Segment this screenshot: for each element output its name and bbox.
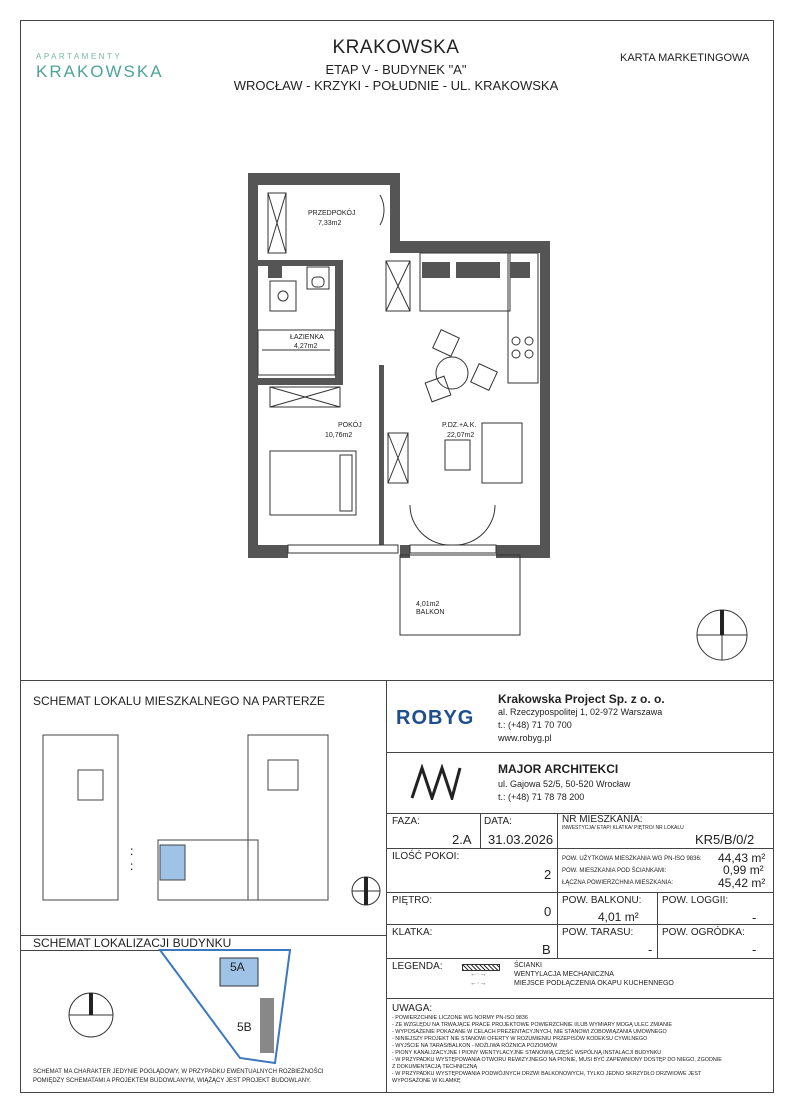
pokoje-value: 2 xyxy=(544,867,552,882)
balkon-label: POW. BALKONU: xyxy=(562,895,642,906)
architect-address: ul. Gajowa 52/5, 50-520 Wrocław xyxy=(498,779,631,789)
room-living-area: 22,07m2 xyxy=(447,432,475,439)
note-line: - NINIEJSZY PROJEKT NIE STANOWI OFERTY W ROZUMIENIU PRZEPISÓW KODEKSU CYWILNEGO xyxy=(392,1036,648,1042)
architect-phone: t.: (+48) 71 78 78 200 xyxy=(498,792,585,802)
ground-schema-title: SCHEMAT LOKALU MIESZKALNEGO NA PARTERZE xyxy=(33,694,325,708)
room-przedpokoj-area: 7,33m2 xyxy=(318,220,342,227)
major-architekci-logo xyxy=(408,764,464,800)
note-line: - W PRZYPADKU WYSTĘPOWANIA OTWORU REWIZYJNEGO NA PIONIE, MUSI BYĆ ZAPEWNIONY DOSTĘP DO NIEGO, ZGODNIE Z DOKUMENTACJĄ TECHNICZNĄ xyxy=(392,1057,722,1070)
logo-line2: KRAKOWSKA xyxy=(36,62,164,81)
data-value: 31.03.2026 xyxy=(488,832,554,847)
legend-item-hood: MIEJSCE PODŁĄCZENIA OKAPU KUCHENNEGO xyxy=(514,980,674,987)
developer-name: Krakowska Project Sp. z o. o. xyxy=(498,692,665,706)
legend-vent-icon: ←·→ xyxy=(470,971,487,978)
legend-hood-icon: ←·→ xyxy=(470,980,487,987)
notes-title: UWAGA: xyxy=(392,1003,433,1014)
room-lazienka-name: ŁAZIENKA xyxy=(290,334,324,341)
room-living-name: P.DZ.+A.K. xyxy=(442,422,477,429)
architect-name: MAJOR ARCHITEKCI xyxy=(498,762,619,776)
legend-item-vent: WENTYLACJA MECHANICZNA xyxy=(514,971,614,978)
building-5a-label: 5A xyxy=(230,960,245,974)
taras-label: POW. TARASU: xyxy=(562,927,634,938)
legend-wall-icon xyxy=(462,964,500,971)
developer-phone: t.: (+48) 71 70 700 xyxy=(498,720,572,730)
balcony-area: 4,01m2 xyxy=(416,601,440,608)
note-line: - ZE WZGLĘDU NA TRWAJĄCE PRACE PROJEKTOWE POWIERZCHNIE I/LUB WYMIARY MOGĄ ULEC ZMIANIE xyxy=(392,1022,672,1028)
ogrodek-label: POW. OGRÓDKA: xyxy=(662,927,745,938)
pietro-label: PIĘTRO: xyxy=(392,895,433,906)
robyg-logo: ROBYG xyxy=(396,707,475,729)
legend-label: LEGENDA: xyxy=(392,961,443,972)
pow-scianki-label: POW. MIESZKANIA POD ŚCIANKAMI: xyxy=(562,868,667,874)
room-pokoj-area: 10,76m2 xyxy=(325,432,353,439)
pow-scianki-value: 0,99 m² xyxy=(723,863,764,877)
svg-text::: : xyxy=(130,859,134,873)
north-compass-icon xyxy=(695,608,749,662)
pow-uzytkowa-value: 44,43 m² xyxy=(718,851,766,865)
pokoje-label: ILOŚĆ POKOI: xyxy=(392,851,460,862)
nr-label: NR MIESZKANIA: xyxy=(562,814,643,825)
logo-line1: APARTAMENTY xyxy=(36,52,123,61)
developer-address: al. Rzeczypospolitej 1, 02-972 Warszawa xyxy=(498,707,663,717)
notes-list xyxy=(392,1015,722,1085)
pietro-value: 0 xyxy=(544,904,552,919)
ogrodek-value: - xyxy=(752,942,757,957)
nr-value: KR5/B/0/2 xyxy=(695,832,755,847)
ground-schema-diagram xyxy=(38,730,338,910)
faza-label: FAZA: xyxy=(392,816,420,827)
building-location-diagram xyxy=(150,948,300,1070)
note-line: - POWIERZCHNIE LICZONE WG NORMY PN-ISO 9836 xyxy=(392,1015,528,1021)
legend-item-walls: ŚCIANKI xyxy=(514,962,543,969)
note-line: - W PRZYPADKU WYSTĘPOWANIA PODWÓJNYCH DRZWI BALKONOWYCH, TYLKO JEDNO SKRZYDŁO DRZWIOWE JEST WYPOSAŻONE W KLAMKĘ xyxy=(392,1071,702,1084)
note-line: - PIONY KANALIZACYJNE I PIONY WENTYLACYJNE STANOWIĄ CZĘŚĆ WSPÓLNĄ INSTALACJI BUDYNKU xyxy=(392,1050,662,1056)
svg-text::: : xyxy=(130,844,134,858)
klatka-label: KLATKA: xyxy=(392,927,433,938)
klatka-value: B xyxy=(542,942,551,957)
loggia-value: - xyxy=(752,910,757,925)
balcony-name: BALKON xyxy=(416,609,445,616)
floor-plan xyxy=(240,165,560,645)
room-lazienka-area: 4,27m2 xyxy=(294,343,318,350)
subtitle-location: WROCŁAW - KRZYKI - POŁUDNIE - UL. KRAKOWSKA xyxy=(233,78,559,93)
card-type: KARTA MARKETINGOWA xyxy=(620,52,750,64)
page-title: KRAKOWSKA xyxy=(332,37,460,58)
location-compass-icon xyxy=(66,990,116,1040)
pow-uzytkowa-label: POW. UŻYTKOWA MIESZKANIA WG PN-ISO 9836: xyxy=(562,856,702,862)
pow-laczna-label: ŁĄCZNA POWIERZCHNIA MIESZKANIA: xyxy=(562,880,674,886)
loggia-label: POW. LOGGII: xyxy=(662,895,729,906)
data-label: DATA: xyxy=(484,816,512,827)
note-line: - WYPOSAŻENIE POKAZANE W CELACH PREZENTACYJNYCH, NIE STANOWI ZOBOWIĄZANIA UMOWNEGO xyxy=(392,1029,667,1035)
nr-sub: INWESTYCJA/ ETAP/ KLATKA/ PIĘTRO/ NR LOKALU xyxy=(562,825,684,831)
building-location-title: SCHEMAT LOKALIZACJI BUDYNKU xyxy=(33,936,232,950)
faza-value: 2.A xyxy=(452,832,472,847)
subtitle-stage: ETAP V - BUDYNEK "A" xyxy=(325,62,467,77)
schema-compass-icon xyxy=(350,875,382,907)
building-5b-label: 5B xyxy=(237,1020,252,1034)
taras-value: - xyxy=(648,942,653,957)
note-line: - WYJŚCIE NA TARAS/BALKON - MOŻLIWA RÓŻNICA POZIOMÓW xyxy=(392,1043,558,1049)
room-pokoj-name: POKÓJ xyxy=(338,422,362,429)
disclaimer: SCHEMAT MA CHARAKTER JEDYNIE POGLĄDOWY, W PRZYPADKU EWENTUALNYCH ROZBIEŻNOŚCI POMIĘDZY SCHEMATAMI A PROJEKTEM BUDOWLANYM, WIĄŻĄCY JEST PROJEKT BUDOWLANY. xyxy=(33,1069,324,1084)
balkon-value: 4,01 m² xyxy=(598,910,639,924)
developer-web[interactable]: www.robyg.pl xyxy=(498,733,552,743)
pow-laczna-value: 45,42 m² xyxy=(718,876,766,890)
room-przedpokoj-name: PRZEDPOKÓJ xyxy=(308,210,356,217)
